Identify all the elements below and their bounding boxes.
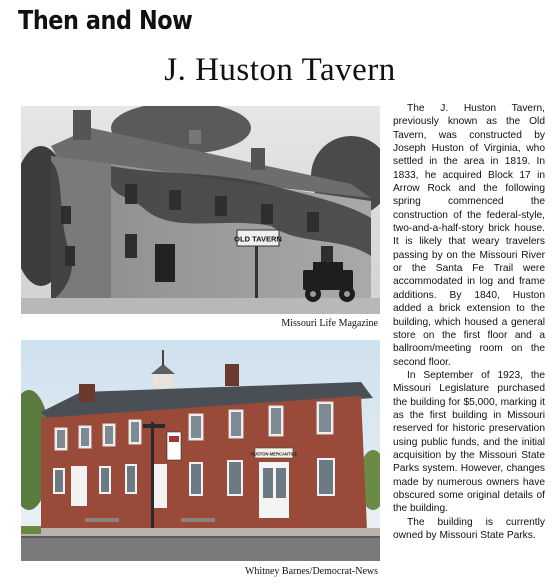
tavern-sign: OLD TAVERN (234, 234, 282, 244)
article-paragraph: In September of 1923, the Missouri Legislature purchased the building for $5,000, marking it as the first building in Missouri reserved for historic preservation using public funds, and the initial acquisition by the Missouri State Parks system. However, changes made by numerous owners have obscured some original details of the building. (393, 369, 545, 515)
section-kicker: Then and Now (18, 6, 193, 36)
modern-tavern-photo (21, 340, 380, 561)
mercantile-sign: HUSTON MERCANTILE (250, 451, 298, 457)
article-body (393, 102, 545, 542)
photo-credit-now: Whitney Barnes/Democrat-News (244, 566, 378, 577)
article-paragraph: The J. Huston Tavern, previously known as the Old Tavern, was constructed by Joseph Huston of Virginia, who settled in the area in 1819. In 1833, he acquired Block 17 in Arrow Rock and the following spring commenced the construction of the federal-style, two-and-a-half-story brick house. It is likely that weary travelers passing by on the Missouri River or the Santa Fe Trail were accommodated in log and frame additions. By 1840, Huston added a brick extension to the building, which housed a general store on the first floor and a ballroom/meeting room on the second floor. (393, 103, 545, 368)
article-title: J. Huston Tavern (164, 52, 396, 88)
historic-tavern-photo (21, 106, 380, 314)
article-paragraph: The building is currently owned by Missouri State Parks. (393, 516, 545, 541)
photo-credit-then: Missouri Life Magazine (281, 318, 378, 329)
